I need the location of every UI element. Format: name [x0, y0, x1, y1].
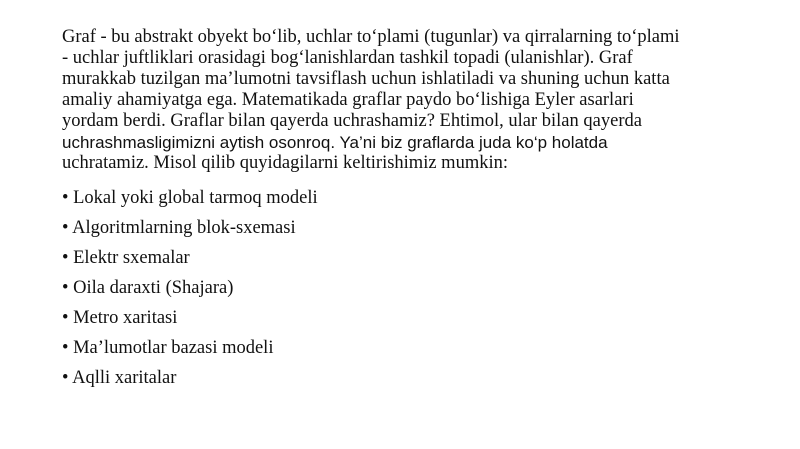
list-item: • Elektr sxemalar — [62, 248, 190, 268]
list-item: • Lokal yoki global tarmoq modeli — [62, 188, 318, 208]
paragraph-line: uchratamiz. Misol qilib quyidagilarni keltirishimiz mumkin: — [62, 153, 508, 173]
list-item: • Oila daraxti (Shajara) — [62, 278, 234, 298]
examples-list — [62, 183, 318, 393]
paragraph-line: - uchlar juftliklari orasidagi bog‘lanishlardan tashkil topadi (ulanishlar). Graf — [62, 48, 633, 68]
paragraph-line: yordam berdi. Graflar bilan qayerda uchrashamiz? Ehtimol, ular bilan qayerda — [62, 111, 642, 131]
list-item: • Algoritmlarning blok-sxemasi — [62, 218, 296, 238]
intro-paragraph — [62, 27, 752, 174]
list-item: • Ma’lumotlar bazasi modeli — [62, 338, 274, 358]
paragraph-line: uchrashmasligimizni aytish osonroq. Ya’ni biz graflarda juda ko‘p holatda — [62, 133, 608, 152]
list-item: • Metro xaritasi — [62, 308, 178, 328]
paragraph-line: amaliy ahamiyatga ega. Matematikada graflar paydo bo‘lishiga Eyler asarlari — [62, 90, 634, 110]
paragraph-line: Graf - bu abstrakt obyekt bo‘lib, uchlar to‘plami (tugunlar) va qirralarning to‘plami — [62, 27, 680, 47]
paragraph-line: murakkab tuzilgan ma’lumotni tavsiflash uchun ishlatiladi va shuning uchun katta — [62, 69, 670, 89]
list-item: • Aqlli xaritalar — [62, 368, 177, 388]
